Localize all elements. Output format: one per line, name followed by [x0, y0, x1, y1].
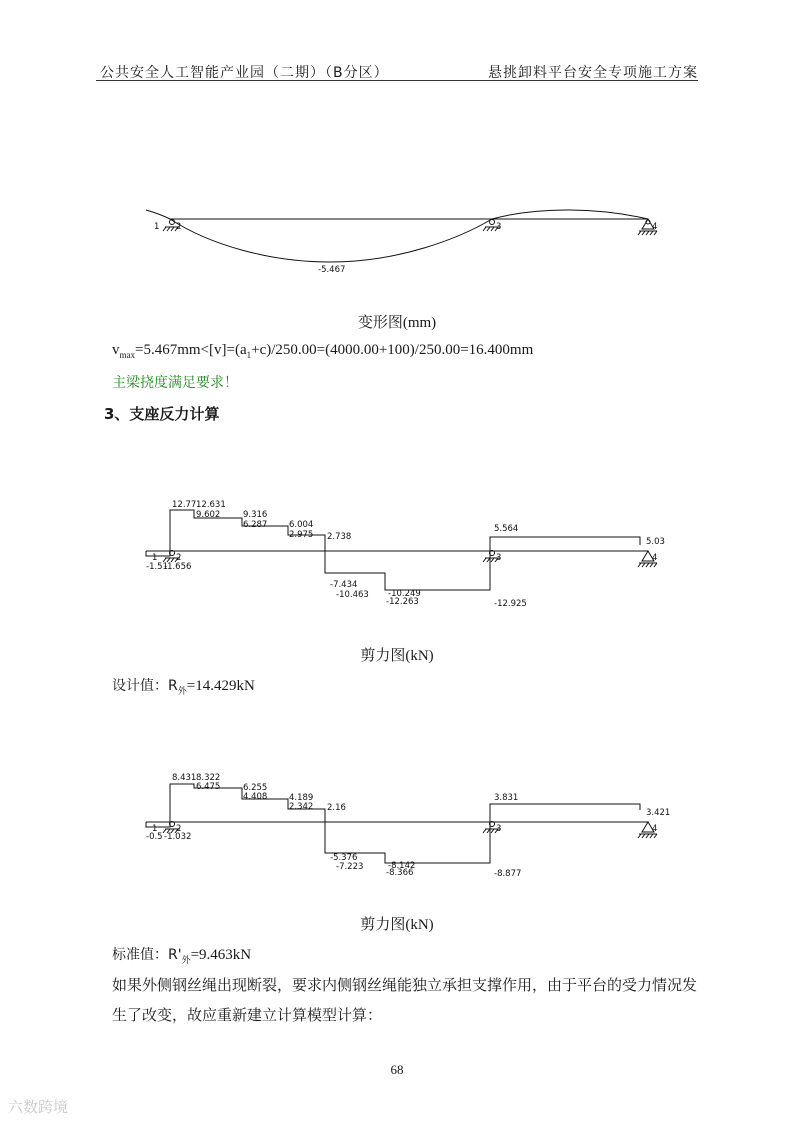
shear-label: -1.032 [164, 832, 192, 842]
shear-label: -8.366 [386, 868, 414, 878]
shear-label: 9.602 [196, 510, 221, 520]
svg-text:1: 1 [152, 553, 158, 563]
shear-label: -1.656 [164, 562, 192, 572]
shear-label: 2.975 [289, 530, 314, 540]
shear-label: 5.03 [646, 537, 665, 547]
shear-label: -5.376 [330, 853, 358, 863]
shear-label: 3.831 [494, 793, 519, 803]
body-paragraph: 如果外侧钢丝绳出现断裂，要求内侧钢丝绳能独立承担支撑作用，由于平台的受力情况发生了改变，故应重新建立计算模型计算： [112, 976, 698, 1024]
shear-label: 5.564 [494, 524, 519, 534]
node-label-1: 1 [154, 222, 160, 232]
svg-text:1: 1 [152, 824, 158, 834]
svg-text:3: 3 [496, 553, 502, 563]
shear-label: -7.434 [330, 580, 358, 590]
shear-label: 4.189 [289, 793, 314, 803]
deformation-caption: 变形图(mm) [357, 315, 437, 331]
header-left: 公共安全人工智能产业园（二期）（B分区） [100, 65, 389, 81]
shear-diagram-design [0, 495, 794, 615]
shear-diagram-standard [0, 765, 794, 885]
shear1-caption: 剪力图(kN) [360, 648, 434, 664]
header-right: 悬挑卸料平台安全专项施工方案 [488, 65, 698, 81]
design-value: 设计值：$R_外=14.429kN$ [112, 678, 255, 696]
shear-label: 6.255 [243, 783, 268, 793]
shear-label: -1.51 [146, 562, 168, 572]
page-number: 68 [390, 1062, 404, 1077]
section-title: 3、支座反力计算 [104, 405, 220, 423]
shear-label: 6.287 [243, 520, 268, 530]
shear-label: -12.925 [494, 599, 527, 609]
deflection-min-label: -5.467 [318, 265, 346, 275]
shear-label: -8.142 [388, 861, 416, 871]
shear-label: 6.004 [289, 520, 314, 530]
node-label-4: 4 [652, 222, 658, 232]
shear-label: 12.77 [172, 500, 197, 510]
shear-label: 2.738 [327, 532, 352, 542]
shear-label: -7.223 [336, 862, 364, 872]
shear-label: 6.475 [196, 782, 221, 792]
watermark: 六数跨境 [8, 1098, 69, 1116]
shear-curve [146, 510, 640, 590]
standard-value: 标准值：$R'_外=9.463kN$ [112, 947, 252, 965]
node-label-3: 3 [496, 222, 502, 232]
shear-label: -8.877 [494, 869, 522, 879]
shear2-caption: 剪力图(kN) [360, 917, 434, 933]
svg-text:4: 4 [652, 553, 658, 563]
node-label-2: 2 [176, 222, 182, 232]
shear-label: -12.263 [386, 597, 419, 607]
shear-label: 9.316 [243, 510, 268, 520]
deflection-check-result: 主梁挠度满足要求！ [112, 375, 238, 391]
shear-label: -0.5 [146, 832, 163, 842]
shear-label: 2.16 [327, 803, 346, 813]
svg-text:3: 3 [496, 824, 502, 834]
shear-label: 8.431 [172, 773, 197, 783]
shear-label: -10.249 [388, 589, 421, 599]
svg-text:2: 2 [176, 553, 182, 563]
deflection-formula: $v_{max}=5.467mm<[v]=(a_1+c)/250.00=(4000.00+100)/250.00=16.400mm$ [112, 342, 534, 360]
deformation-diagram [0, 200, 794, 290]
header-divider [96, 80, 698, 81]
svg-text:2: 2 [176, 824, 182, 834]
shear-label: 3.421 [646, 808, 671, 818]
deflection-curve [146, 210, 648, 262]
shear-label: 8.322 [196, 773, 221, 783]
shear-label: -10.463 [336, 590, 369, 600]
svg-text:4: 4 [652, 824, 658, 834]
shear-label: 4.408 [243, 792, 268, 802]
shear-curve [146, 784, 640, 863]
shear-label: 2.342 [289, 802, 314, 812]
shear-label: 12.631 [196, 500, 226, 510]
